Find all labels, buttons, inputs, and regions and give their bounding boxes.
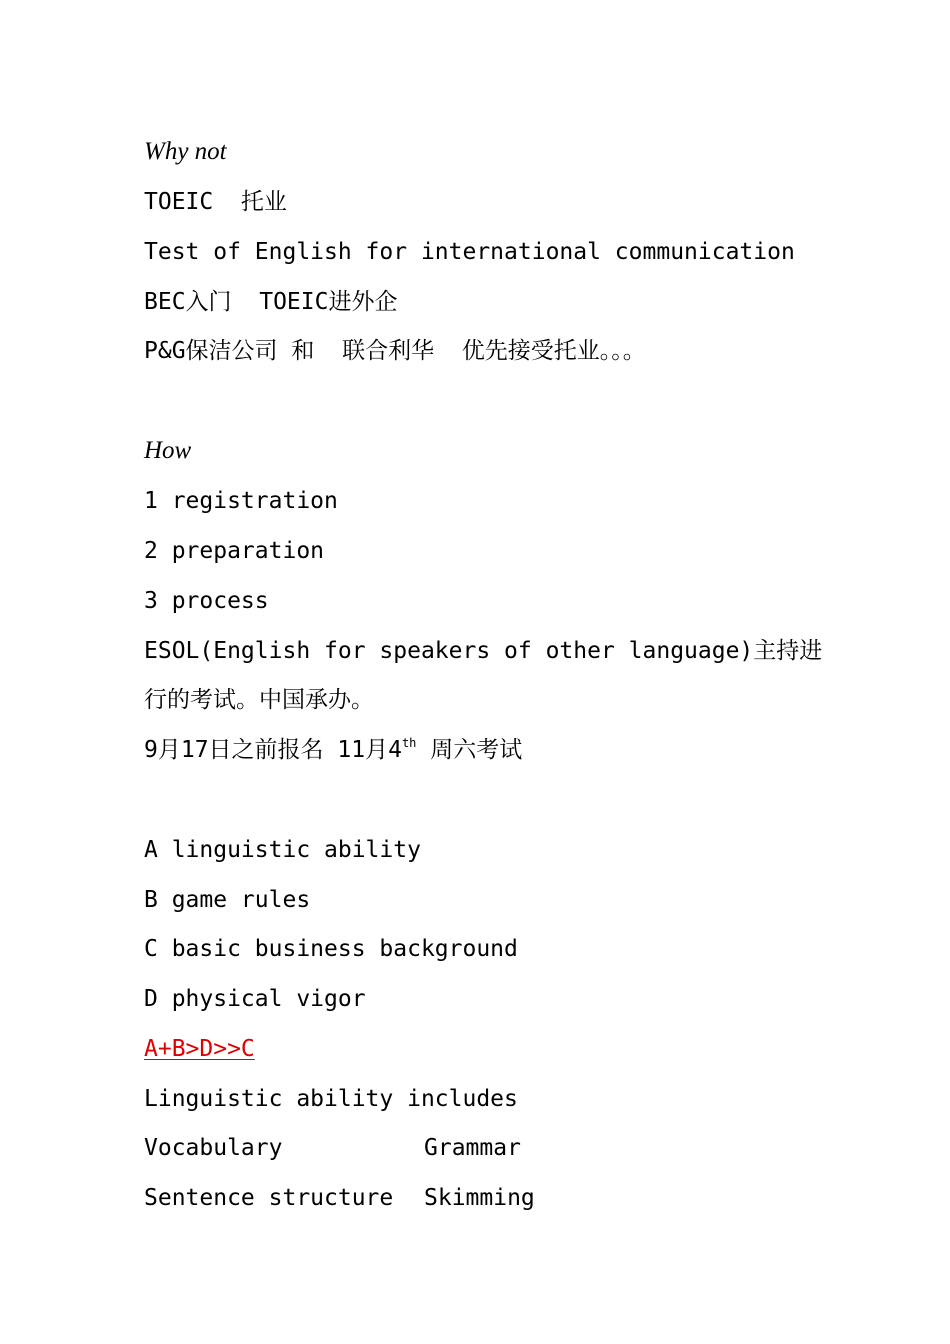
- how-heading: How: [144, 437, 192, 464]
- companies-line: P&G保洁公司 和 联合利华 优先接受托业。。。: [144, 338, 646, 364]
- exam-date-suffix: 周六考试: [416, 737, 523, 763]
- ability-ranking: A+B>D>>C: [144, 1036, 255, 1062]
- ability-d: D physical vigor: [144, 986, 366, 1012]
- exam-date-prefix: 9月17日之前报名 11月4: [144, 737, 402, 763]
- esol-line-1: ESOL(English for speakers of other language)主持进: [144, 638, 823, 664]
- linguistic-includes: Linguistic ability includes: [144, 1086, 518, 1112]
- skill-vocabulary: Vocabulary: [144, 1135, 283, 1161]
- step-preparation: 2 preparation: [144, 538, 325, 564]
- toeic-expansion: Test of English for international communication: [144, 239, 795, 265]
- step-process: 3 process: [144, 588, 269, 614]
- ability-c: C basic business background: [144, 936, 518, 962]
- toeic-line: TOEIC 托业: [144, 189, 287, 215]
- bec-toeic-line: BEC入门 TOEIC进外企: [144, 289, 398, 315]
- ability-a: A linguistic ability: [144, 837, 421, 863]
- exam-date-superscript: th: [401, 736, 417, 750]
- esol-line-2: 行的考试。中国承办。: [144, 687, 374, 713]
- ability-b: B game rules: [144, 887, 311, 913]
- skill-grammar: Grammar: [424, 1135, 521, 1161]
- skill-sentence-structure: Sentence structure: [144, 1185, 394, 1211]
- why-not-heading: Why not: [144, 138, 227, 165]
- exam-date-line: [144, 735, 522, 765]
- skill-skimming: Skimming: [424, 1185, 535, 1211]
- step-registration: 1 registration: [144, 488, 338, 514]
